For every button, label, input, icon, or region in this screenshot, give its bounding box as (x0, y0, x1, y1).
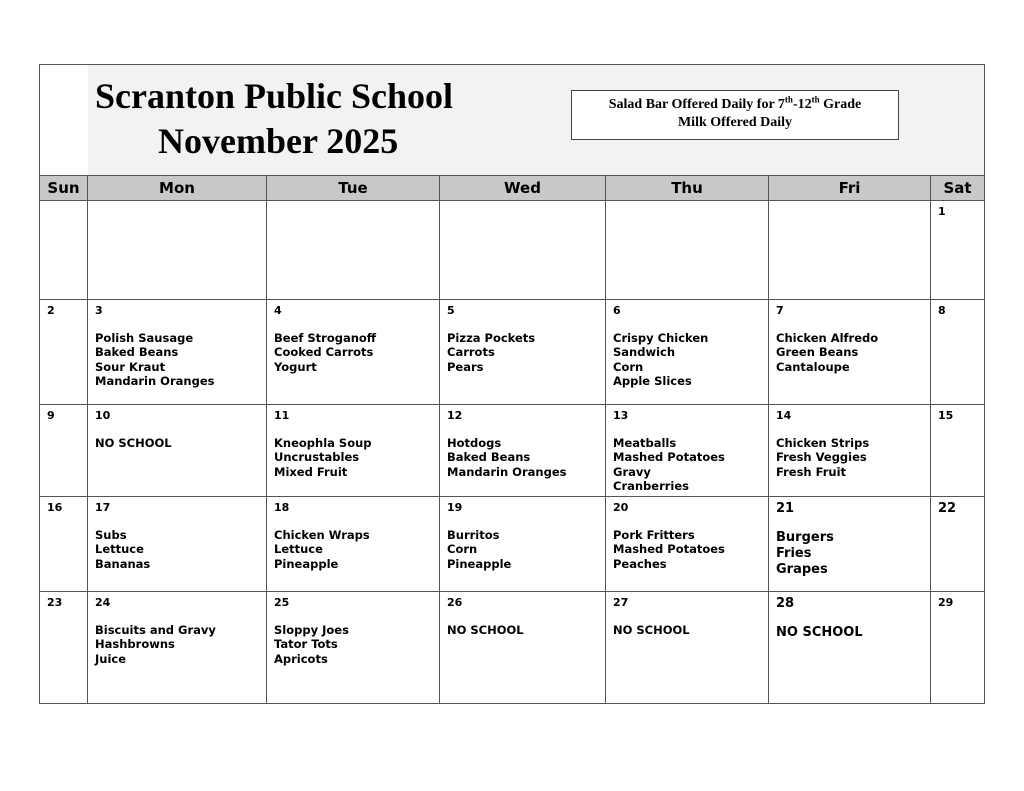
day-cell (769, 201, 931, 299)
weekday-wed: Wed (440, 176, 606, 200)
menu-item: Chicken Alfredo (776, 331, 879, 345)
day-cell (931, 497, 984, 591)
date-number: 18 (274, 501, 290, 514)
week-row (40, 300, 984, 405)
date-number: 2 (47, 304, 55, 317)
menu-item: Baked Beans (447, 450, 531, 465)
menu-item: NO SCHOOL (95, 436, 172, 450)
date-number: 15 (938, 409, 954, 422)
menu-item: Mandarin Oranges (95, 373, 215, 388)
menu-list (613, 436, 725, 493)
menu-item: Grapes (776, 562, 828, 577)
day-cell (931, 405, 984, 496)
date-number: 27 (613, 596, 629, 609)
day-cell (267, 300, 440, 404)
menu-list (95, 623, 216, 666)
menu-item: Corn (613, 359, 644, 374)
menu-item: Peaches (613, 556, 667, 571)
menu-list (274, 331, 376, 374)
day-cell (606, 592, 769, 703)
menu-item: Pineapple (274, 556, 339, 571)
menu-list (447, 623, 524, 637)
menu-item: Subs (95, 528, 127, 542)
menu-item: Mashed Potatoes (613, 450, 725, 465)
day-cell (267, 592, 440, 703)
week-row (40, 497, 984, 592)
menu-item: Tator Tots (274, 637, 338, 652)
menu-item: Apple Slices (613, 373, 692, 388)
date-number: 19 (447, 501, 463, 514)
day-cell (267, 201, 440, 299)
date-number: 6 (613, 304, 621, 317)
menu-list (95, 331, 214, 388)
menu-item: Cantaloupe (776, 359, 850, 374)
day-cell (40, 497, 88, 591)
menu-list (776, 436, 869, 479)
menu-list (447, 331, 535, 374)
menu-list (274, 623, 349, 666)
month-title: November 2025 (158, 121, 399, 161)
weekday-thu: Thu (606, 176, 769, 200)
date-number: 26 (447, 596, 463, 609)
date-number: 20 (613, 501, 629, 514)
menu-item: Fresh Veggies (776, 450, 867, 465)
menu-list (274, 436, 372, 479)
menu-item: Crispy Chicken (613, 331, 709, 345)
milk-note: Milk Offered Daily (677, 115, 793, 130)
menu-item: Lettuce (95, 542, 144, 557)
weekday-mon: Mon (88, 176, 267, 200)
date-number: 25 (274, 596, 290, 609)
menu-item: Yogurt (274, 359, 317, 374)
day-cell (769, 405, 931, 496)
menu-item: Sandwich (613, 345, 676, 360)
header-title-area (88, 65, 984, 175)
menu-item: Corn (447, 542, 478, 557)
menu-item: NO SCHOOL (776, 625, 863, 640)
menu-item: Baked Beans (95, 345, 179, 360)
school-title: Scranton Public School (95, 76, 454, 116)
weekday-header-row (40, 176, 984, 201)
weekday-sat: Sat (943, 179, 972, 197)
day-cell (40, 592, 88, 703)
menu-item: Chicken Wraps (274, 528, 370, 542)
day-cell (440, 300, 606, 404)
menu-item: Pork Fritters (613, 528, 695, 542)
date-number: 10 (95, 409, 111, 422)
menu-item: Burritos (447, 528, 500, 542)
date-number: 1 (938, 205, 946, 218)
date-number: 29 (938, 596, 954, 609)
menu-item: Mashed Potatoes (613, 542, 725, 557)
menu-item: Lettuce (274, 542, 323, 557)
menu-list (776, 625, 863, 641)
day-cell (88, 405, 267, 496)
menu-list (274, 528, 370, 571)
menu-list (613, 331, 708, 388)
calendar (39, 64, 985, 704)
header-spacer (40, 65, 88, 175)
menu-item: Juice (95, 651, 127, 666)
menu-item: Polish Sausage (95, 331, 194, 345)
day-cell (606, 405, 769, 496)
date-number: 13 (613, 409, 629, 422)
menu-list (447, 436, 566, 479)
day-cell (40, 405, 88, 496)
menu-item: Biscuits and Gravy (95, 623, 216, 637)
date-number: 7 (776, 304, 784, 317)
menu-item: NO SCHOOL (447, 623, 524, 637)
date-number: 16 (47, 501, 63, 514)
menu-item: Hotdogs (447, 436, 502, 450)
day-cell (88, 201, 267, 299)
menu-item: Cranberries (613, 478, 690, 493)
week-row (40, 201, 984, 300)
day-cell (88, 497, 267, 591)
info-note-box (571, 90, 899, 140)
week-row (40, 405, 984, 497)
day-cell (769, 497, 931, 591)
menu-list (776, 530, 834, 578)
day-cell (931, 592, 984, 703)
menu-list (95, 528, 150, 571)
menu-item: Gravy (613, 464, 651, 479)
weekday-sun: Sun (40, 176, 88, 200)
day-cell (40, 201, 88, 299)
menu-item: Uncrustables (274, 450, 360, 465)
date-number: 22 (938, 501, 957, 516)
menu-item: Pizza Pockets (447, 331, 536, 345)
menu-item: NO SCHOOL (613, 623, 690, 637)
date-number: 17 (95, 501, 111, 514)
menu-list (776, 331, 878, 374)
date-number: 28 (776, 596, 795, 611)
menu-item: Pineapple (447, 556, 512, 571)
weekday-fri: Fri (769, 176, 931, 200)
date-number: 5 (447, 304, 455, 317)
date-number: 24 (95, 596, 111, 609)
menu-item: Bananas (95, 556, 151, 571)
day-cell (440, 592, 606, 703)
salad-bar-note: Salad Bar Offered Daily for 7th-12th Grade (608, 94, 862, 112)
day-cell (40, 300, 88, 404)
menu-list (613, 528, 725, 571)
day-cell (88, 592, 267, 703)
menu-item: Mixed Fruit (274, 464, 348, 479)
menu-item: Mandarin Oranges (447, 464, 567, 479)
day-cell (440, 497, 606, 591)
menu-item: Cooked Carrots (274, 345, 374, 360)
menu-item: Pears (447, 359, 484, 374)
day-cell (769, 592, 931, 703)
date-number: 23 (47, 596, 63, 609)
menu-item: Kneophla Soup (274, 436, 372, 450)
day-cell (440, 201, 606, 299)
day-cell (606, 300, 769, 404)
menu-item: Burgers (776, 530, 834, 545)
menu-item: Fresh Fruit (776, 464, 847, 479)
menu-list (447, 528, 511, 571)
menu-item: Sour Kraut (95, 359, 166, 374)
menu-list (613, 623, 690, 637)
week-row (40, 592, 984, 703)
date-number: 9 (47, 409, 55, 422)
menu-item: Hashbrowns (95, 637, 175, 652)
day-cell (931, 300, 984, 404)
date-number: 21 (776, 501, 795, 516)
menu-item: Apricots (274, 651, 328, 666)
menu-item: Fries (776, 546, 812, 561)
menu-item: Carrots (447, 345, 495, 360)
day-cell (88, 300, 267, 404)
day-cell (267, 497, 440, 591)
day-cell (769, 300, 931, 404)
calendar-header (40, 65, 984, 176)
day-cell (931, 201, 984, 299)
menu-item: Chicken Strips (776, 436, 870, 450)
menu-item: Green Beans (776, 345, 859, 360)
date-number: 12 (447, 409, 463, 422)
date-number: 8 (938, 304, 946, 317)
menu-list (95, 436, 172, 450)
day-cell (267, 405, 440, 496)
day-cell (440, 405, 606, 496)
date-number: 11 (274, 409, 290, 422)
day-cell (606, 497, 769, 591)
menu-item: Meatballs (613, 436, 677, 450)
weekday-tue: Tue (267, 176, 440, 200)
menu-item: Sloppy Joes (274, 623, 349, 637)
day-cell (606, 201, 769, 299)
date-number: 14 (776, 409, 792, 422)
date-number: 4 (274, 304, 282, 317)
date-number: 3 (95, 304, 103, 317)
menu-item: Beef Stroganoff (274, 331, 377, 345)
